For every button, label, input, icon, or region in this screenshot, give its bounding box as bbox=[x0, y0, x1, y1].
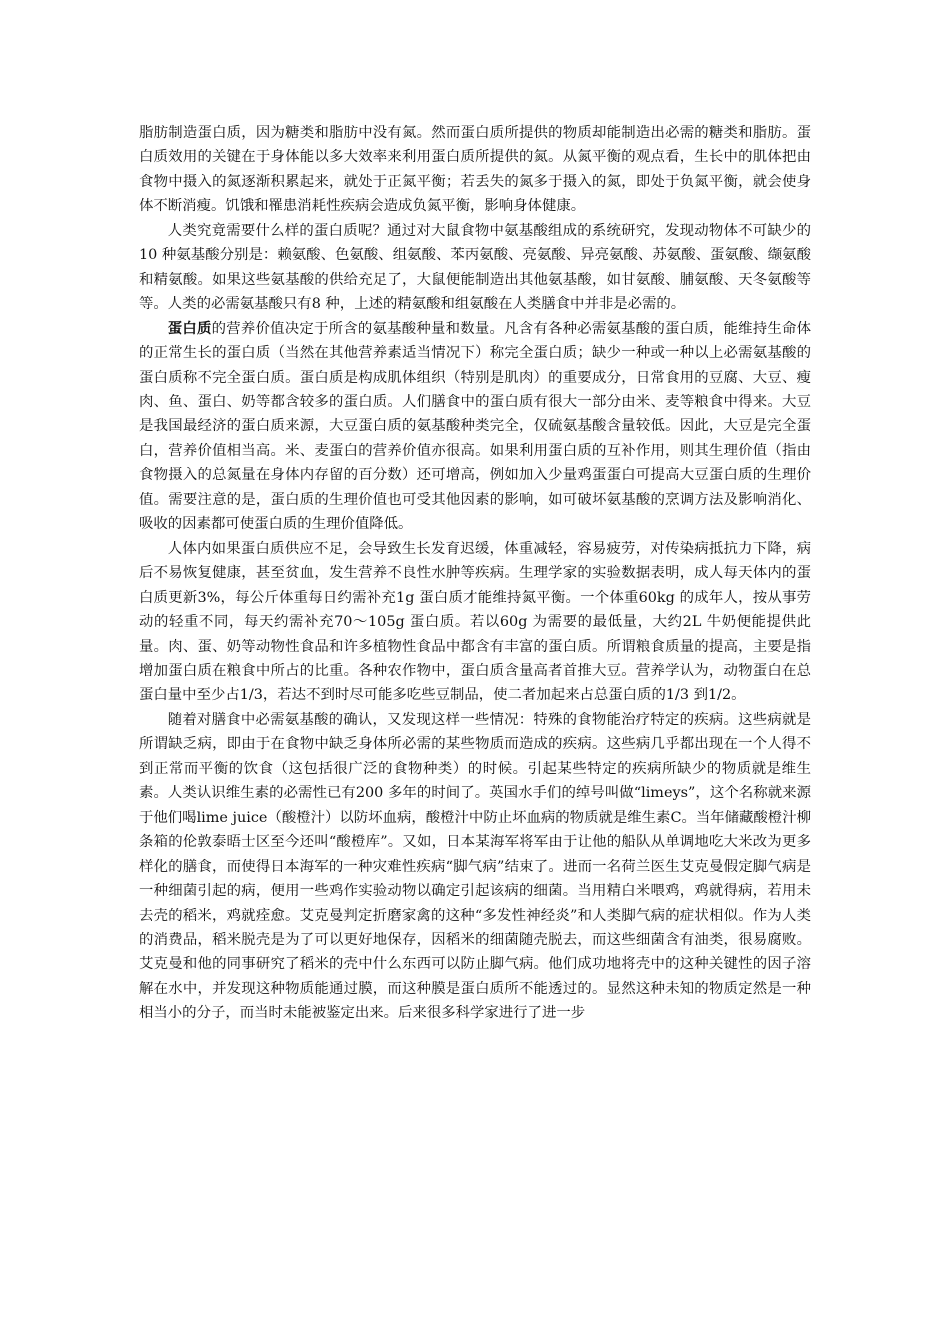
paragraph-5: 随着对膳食中必需氨基酸的确认，又发现这样一些情况：特殊的食物能治疗特定的疾病。这些病就是所谓缺乏病，即由于在食物中缺乏身体所必需的某些物质而造成的疾病。这些病几乎都出现在一个人得不到正常而平衡的饮食（这包括很广泛的食物种类）的时候。引起某些特定的疾病所缺少的物质就是维生素。人类认识维生素的必需性已有200 多年的时间了。英国水手们的绰号叫做“limeys”，这个名称就来源于他们喝lime juice（酸橙汁）以防坏血病，酸橙汁中防止坏血病的物质就是维生素C。当年储藏酸橙汁柳条箱的伦敦泰晤士区至今还叫“酸橙库”。又如，日本某海军将军由于让他的船队从单调地吃大米改为更多样化的膳食，而使得日本海军的一种灾难性疾病“脚气病”结束了。进而一名荷兰医生艾克曼假定脚气病是一种细菌引起的病，便用一些鸡作实验动物以确定引起该病的细菌。当用精白米喂鸡，鸡就得病，若用未去壳的稻米，鸡就痊愈。艾克曼判定折磨家禽的这种“多发性神经炎”和人类脚气病的症状相似。作为人类的消费品，稻米脱壳是为了可以更好地保存，因稻米的细菌随壳脱去，而这些细菌含有油类，很易腐败。艾克曼和他的同事研究了稻米的壳中什么东西可以防止脚气病。他们成功地将壳中的这种关键性的因子溶解在水中，并发现这种物质能通过膜，而这种膜是蛋白质所不能透过的。显然这种未知的物质定然是一种相当小的分子，而当时未能被鉴定出来。后来很多科学家进行了进一步 bbox=[139, 711, 811, 1022]
bold-term: 蛋白质 bbox=[167, 319, 212, 337]
document-body bbox=[139, 121, 811, 1026]
paragraph-3 bbox=[139, 317, 811, 537]
paragraph-2: 人类究竟需要什么样的蛋白质呢？通过对大鼠食物中氨基酸组成的系统研究，发现动物体不可缺少的10 种氨基酸分别是：赖氨酸、色氨酸、组氨酸、苯丙氨酸、亮氨酸、异亮氨酸、苏氨酸、蛋氨酸、缬氨酸和精氨酸。如果这些氨基酸的供给充足了，大鼠便能制造出其他氨基酸，如甘氨酸、脯氨酸、天冬氨酸等等。人类的必需氨基酸只有8 种，上述的精氨酸和组氨酸在人类膳食中并非是必需的。 bbox=[139, 222, 811, 313]
paragraph-1: 脂肪制造蛋白质，因为糖类和脂肪中没有氮。然而蛋白质所提供的物质却能制造出必需的糖类和脂肪。蛋白质效用的关键在于身体能以多大效率来利用蛋白质所提供的氮。从氮平衡的观点看，生长中的肌体把由食物中摄入的氮逐渐积累起来，就处于正氮平衡；若丢失的氮多于摄入的氮，即处于负氮平衡，就会使身体不断消瘦。饥饿和罹患消耗性疾病会造成负氮平衡，影响身体健康。 bbox=[139, 125, 811, 215]
paragraph-4: 人体内如果蛋白质供应不足，会导致生长发育迟缓，体重减轻，容易疲劳，对传染病抵抗力下降，病后不易恢复健康，甚至贫血，发生营养不良性水肿等疾病。生理学家的实验数据表明，成人每天体内的蛋白质更新3%，每公斤体重每日约需补充1g 蛋白质才能维持氮平衡。一个体重60kg 的成年人，按从事劳动的轻重不同，每天约需补充70～105g 蛋白质。若以60g 为需要的最低量，大约2L 牛奶便能提供此量。肉、蛋、奶等动物性食品和许多植物性食品中都含有丰富的蛋白质。所谓粮食质量的提高，主要是指增加蛋白质在粮食中所占的比重。各种农作物中，蛋白质含量高者首推大豆。营养学认为，动物蛋白在总蛋白量中至少占1/3，若达不到时尽可能多吃些豆制品，使二者加起来占总蛋白质的1/3 到1/2。 bbox=[139, 540, 811, 704]
paragraph-3-text: 的营养价值决定于所含的氨基酸种量和数量。凡含有各种必需氨基酸的蛋白质，能维持生命体的正常生长的蛋白质（当然在其他营养素适当情况下）称完全蛋白质；缺少一种或一种以上必需氨基酸的蛋白质称不完全蛋白质。蛋白质是构成肌体组织（特别是肌肉）的重要成分，日常食用的豆腐、大豆、瘦肉、鱼、蛋白、奶等都含较多的蛋白质。人们膳食中的蛋白质有很大一部分由米、麦等粮食中得来。大豆是我国最经济的蛋白质来源，大豆蛋白质的氨基酸种类完全，仅硫氨基酸含量较低。因此，大豆是完全蛋白，营养价值相当高。米、麦蛋白的营养价值亦很高。如果利用蛋白质的互补作用，则其生理价值（指由食物摄入的总氮量在身体内存留的百分数）还可增高，例如加入少量鸡蛋蛋白可提高大豆蛋白质的生理价值。需要注意的是，蛋白质的生理价值也可受其他因素的影响，如可破坏氨基酸的烹调方法及影响消化、吸收的因素都可使蛋白质的生理价值降低。 bbox=[139, 320, 811, 533]
